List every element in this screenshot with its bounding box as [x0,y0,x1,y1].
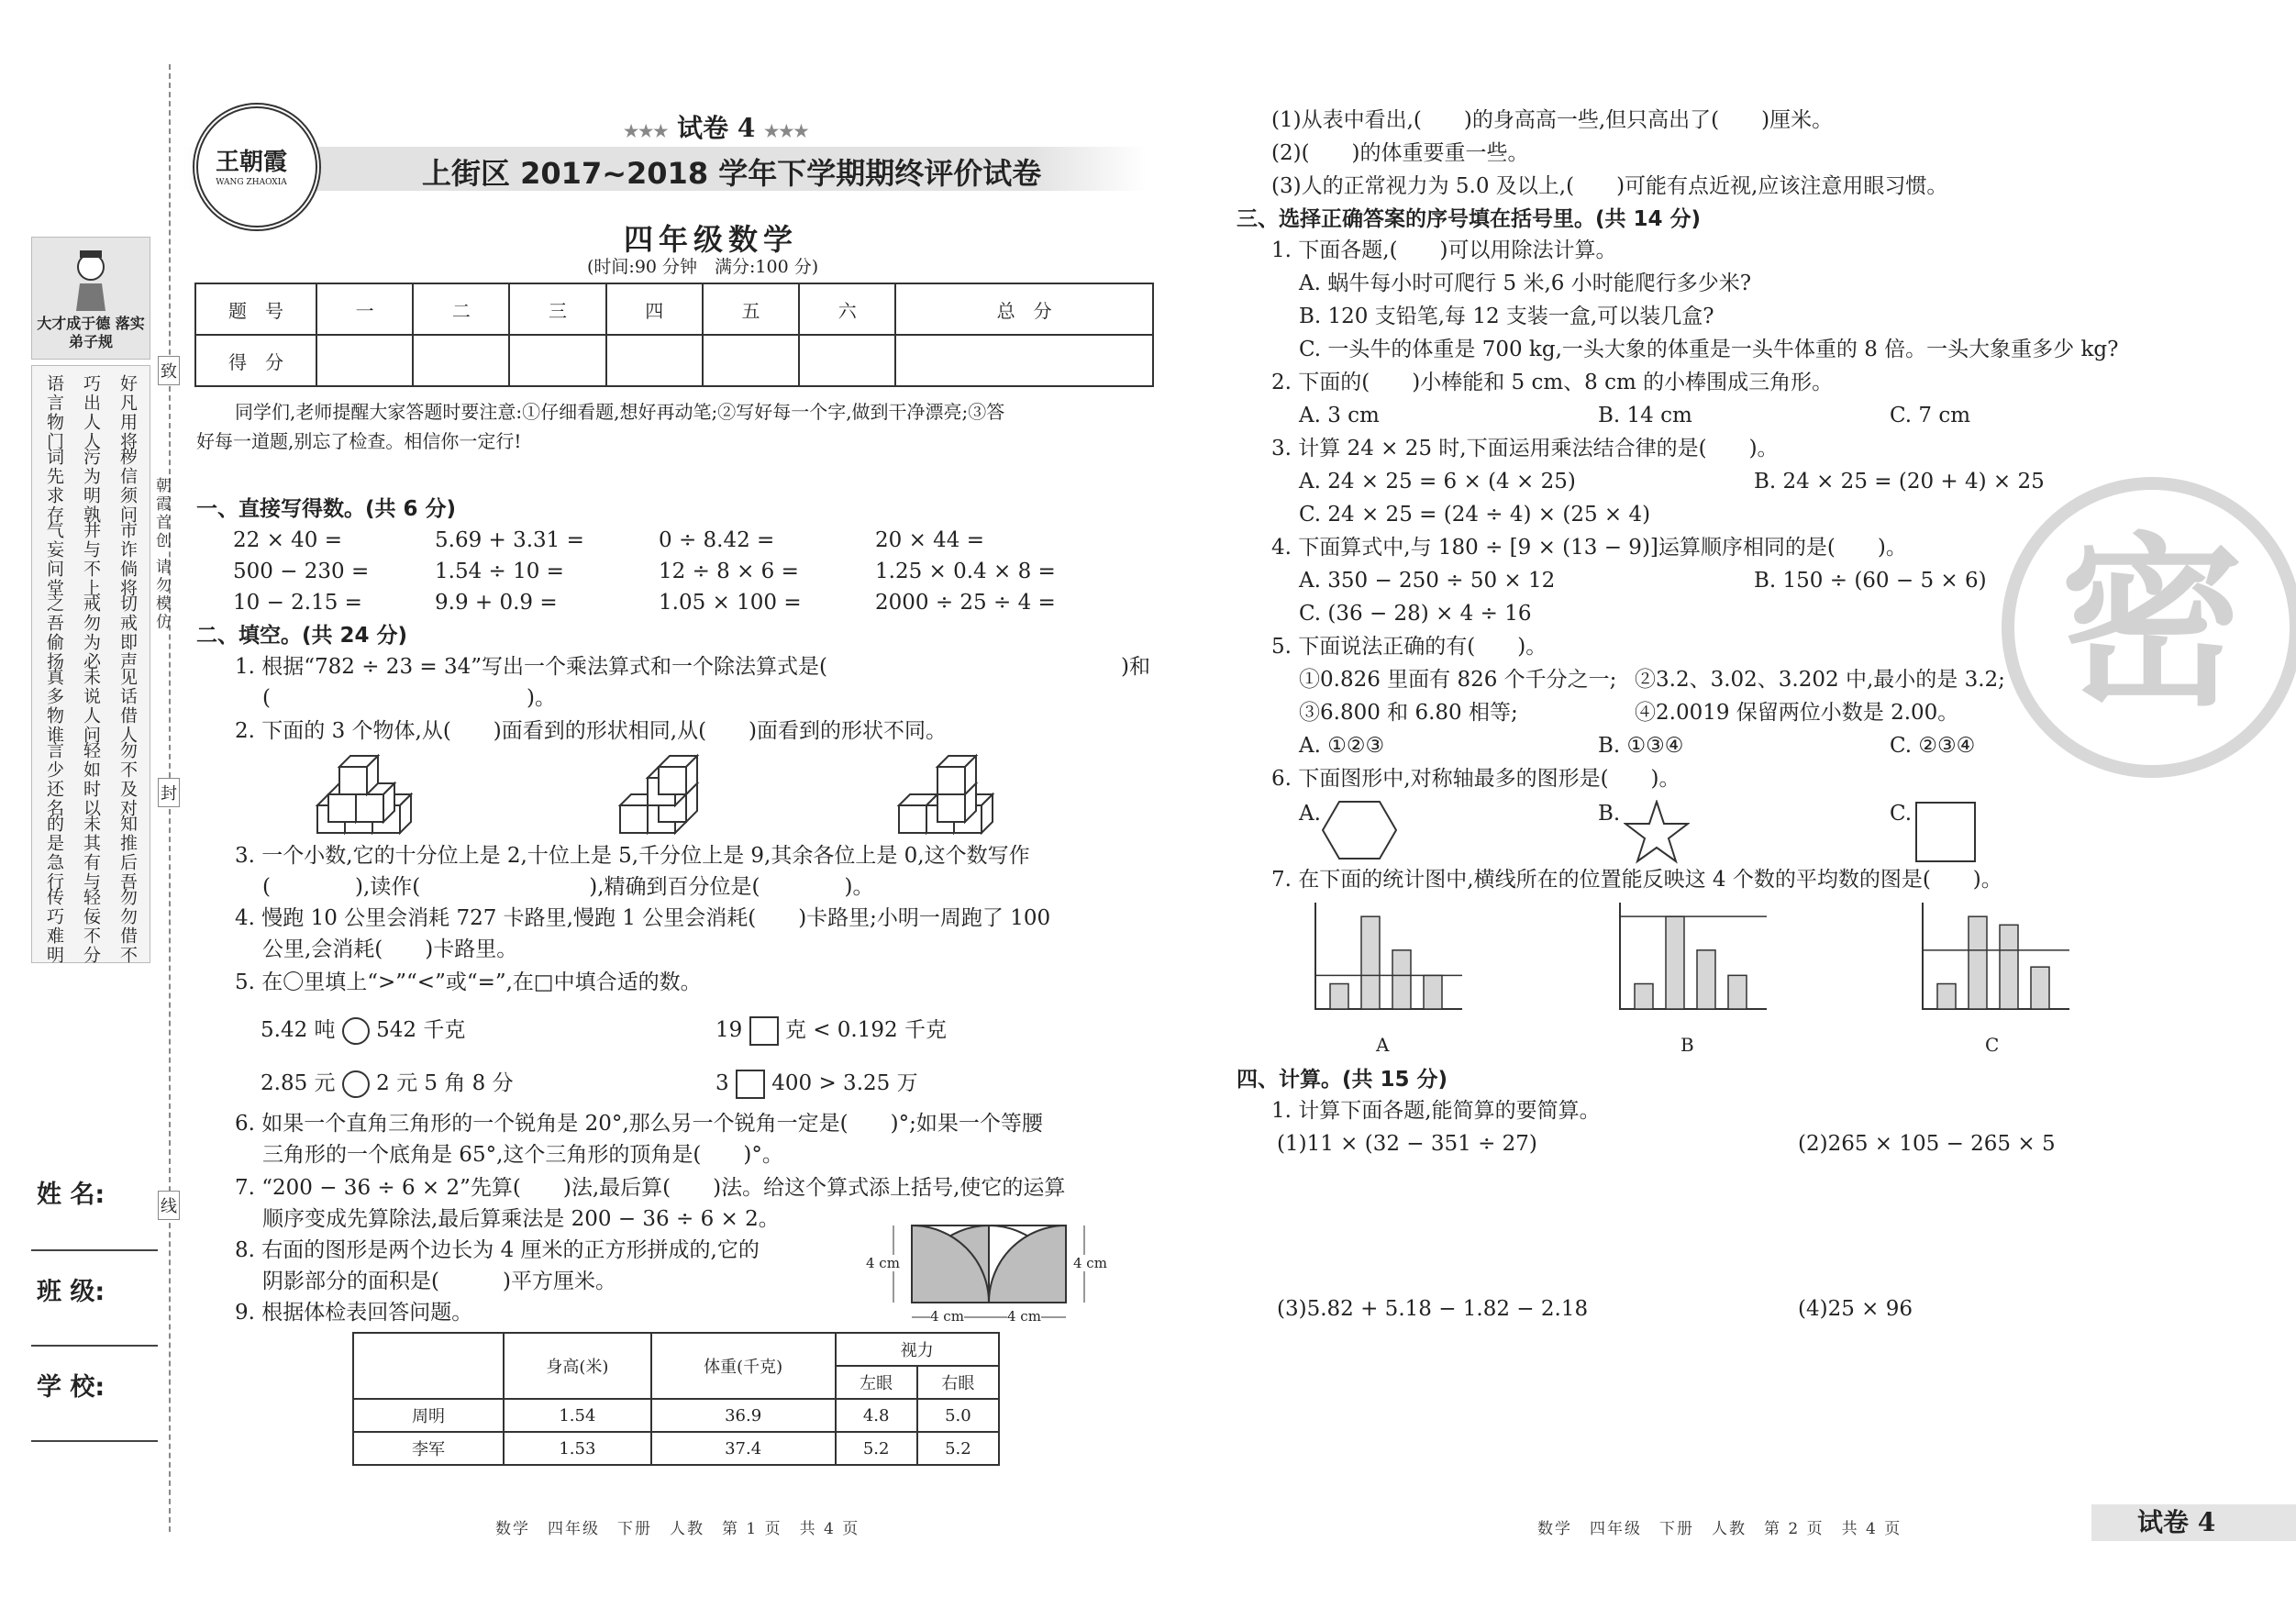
col-height: 身高(米) [504,1333,651,1399]
s4-calc-2: (2)265 × 105 − 265 × 5 [1798,1132,2056,1156]
binding-motto: 大才成于德 落实弟子规 [37,315,145,350]
q2-1-line-b: )和 [1121,655,1150,679]
mental-math-item: 500 − 230 = [233,560,370,583]
brand-logo [193,103,321,231]
poem-column: 知推后吾 [117,815,138,892]
mental-math-item: 1.54 ÷ 10 = [435,560,564,583]
chart-bar [1361,916,1380,1009]
stars-right: ★★★ [764,122,809,141]
q2-7-line-a: 7. “200 − 36 ÷ 6 × 2”先算( )法,最后算( )法。给这个算式添上括号,使它的运算 [235,1176,1066,1200]
s4-calc-4: (4)25 × 96 [1798,1297,1913,1321]
poem-column: 戒勿为必 [81,594,101,671]
cube-figure-3 [881,750,1027,842]
s3-q4-b: B. 150 ÷ (60 − 5 × 6) [1754,569,1987,593]
seal-char-2: 封 [158,778,180,807]
q2-4-line-b: 公里,会消耗( )卡路里。 [262,937,518,961]
table-row [353,1432,999,1465]
poem-column: 污为明孰 [81,448,101,525]
dim-left: 4 cm [866,1255,900,1271]
q2-8-line-a: 8. 右面的图形是两个边长为 4 厘米的正方形拼成的,它的 [235,1238,760,1262]
q2-9: 9. 根据体检表回答问题。 [235,1301,473,1325]
q9-2: (2)( )的体重要重一些。 [1271,141,1529,165]
col-right-eye: 右眼 [917,1366,999,1399]
score-cell[interactable] [895,335,1153,386]
shaded-square-figure [866,1220,1123,1334]
s3-q5-s3: ③6.800 和 6.80 相等; [1299,701,1518,725]
q2-1-line-d: )。 [527,686,556,710]
binding-motto-box [31,237,150,360]
dim-bottom-2: 4 cm [1007,1308,1041,1325]
cube [937,756,976,794]
footer-right: 数学 四年级 下册 人教 第 2 页 共 4 页 [1537,1520,1902,1538]
section-1-title: 一、直接写得数。(共 6 分) [196,497,457,521]
poem-column: 气妄问堂 [44,521,64,598]
poem-column: 切戒即声 [117,594,138,671]
bar-chart-b [1614,899,1770,1016]
section-4-title: 四、计算。(共 15 分) [1237,1068,1448,1092]
score-header-cell: 五 [703,283,799,335]
mental-math-item: 22 × 40 = [233,528,343,552]
seal-char-3: 线 [158,1191,180,1220]
cube-figure-2 [602,750,749,842]
poem-column: 言少还名 [44,741,64,818]
cube [659,756,697,794]
score-header-cell: 一 [316,283,413,335]
s3-q3-b: B. 24 × 25 = (20 + 4) × 25 [1754,470,2045,494]
chart-bar [1666,916,1684,1009]
poem-column: 真多物谁 [44,668,64,745]
dim-bottom-1: 4 cm [930,1308,964,1325]
poem-column: 井与不上 [81,521,101,598]
chart-bar [2000,925,2018,1009]
s3-q1-b: B. 120 支铅笔,每 12 支装一盒,可以装几盒? [1299,305,1714,328]
scholar-figure-icon [67,247,115,311]
score-cell[interactable] [703,335,799,386]
s3-q1-a: A. 蜗牛每小时可爬行 5 米,6 小时能爬行多少米? [1299,272,1752,295]
s3-q2: 2. 下面的( )小棒能和 5 cm、8 cm 的小棒围成三角形。 [1271,371,1834,394]
q2-3-line-a: 3. 一个小数,它的十分位上是 2,十位上是 5,千分位上是 9,其余各位上是 0,这个数写作 [235,844,1030,868]
q2-5-item-1-left: 5.42 吨 [261,1018,336,1042]
s3-q1-c: C. 一头牛的体重是 700 kg,一头大象的体重是一头牛体重的 8 倍。一头大象重多少 kg? [1299,338,2119,361]
health-check-table [352,1332,1000,1466]
score-header-cell: 三 [509,283,605,335]
logo-subtext: WANG ZHAOXIA [216,178,287,187]
q2-5-item-4-left: 3 [715,1071,729,1095]
chart-bar [1728,975,1747,1009]
q2-5-item-3-left: 2.85 元 [261,1071,336,1095]
poem-column: 词先求存 [44,448,64,525]
q2-5: 5. 在〇里填上“>”“<”或“=”,在□中填合适的数。 [235,970,702,994]
q2-1-line-c: ( [262,686,271,710]
s4-calc-3: (3)5.82 + 5.18 − 1.82 − 2.18 [1277,1297,1589,1321]
poem-column: 未说人问 [81,668,101,745]
q2-5-item-4-right: 400 > 3.25 万 [771,1071,918,1095]
paper-number: 试卷 4 [677,113,756,143]
table-corner-cell [353,1333,504,1399]
chart-label-b: B [1680,1034,1694,1056]
s3-q4-a: A. 350 − 250 ÷ 50 × 12 [1299,569,1556,593]
s4-calc-1: (1)11 × (32 − 351 ÷ 27) [1277,1132,1537,1156]
school-label: 学 校: [37,1373,105,1402]
stars-left: ★★★ [624,122,669,141]
compare-circle[interactable] [342,1017,370,1045]
s3-q4-c: C. (36 − 28) × 4 ÷ 16 [1299,602,1532,626]
seal-char-1: 致 [158,356,180,385]
poem-column: 的是急行 [44,815,64,892]
footer-left: 数学 四年级 下册 人教 第 1 页 共 4 页 [495,1520,860,1538]
s3-q6-a-label: A. [1299,802,1321,826]
mental-math-item: 12 ÷ 8 × 6 = [659,560,799,583]
s3-q5-s2: ②3.2、3.02、3.202 中,最小的是 3.2; [1635,668,2005,692]
mental-math-item: 20 × 44 = [875,528,985,552]
q2-5-item-3-right: 2 元 5 角 8 分 [376,1071,514,1095]
q2-5-item-3 [261,1070,514,1098]
subject-title: 四年级数学 [624,222,799,257]
star-shape-icon [1624,800,1690,868]
poem-column: 勿勿借不 [117,888,138,965]
cube-figure-1 [308,750,455,842]
col-left-eye: 左眼 [836,1366,917,1399]
q2-6-line-b: 三角形的一个底角是 65°,这个三角形的顶角是( )°。 [262,1143,783,1167]
logo-text: 王朝霞 [215,149,287,176]
q2-2: 2. 下面的 3 个物体,从( )面看到的形状相同,从( )面看到的形状不同。 [235,719,948,743]
cell-right-eye: 5.2 [917,1432,999,1465]
poem-column: 之吾偷扬 [44,594,64,671]
square-shape-icon [1915,802,1976,862]
section-2-title: 二、填空。(共 24 分) [196,624,408,648]
paper-number-row [624,108,809,145]
chart-bar [1697,950,1715,1009]
name-field-line[interactable] [31,1249,158,1251]
score-header-cell: 题 号 [195,283,316,335]
bar-chart-a [1310,899,1466,1016]
mental-math-item: 1.05 × 100 = [659,591,802,615]
chart-bar [1937,984,1956,1010]
poem-column: 见话借人 [117,668,138,745]
answer-box[interactable] [736,1070,765,1099]
score-table [194,283,1154,387]
s3-q6-b-label: B. [1598,802,1621,826]
s3-q5-s1: ①0.826 里面有 826 个千分之一; [1299,668,1617,692]
footer-tag: 试卷 4 [2137,1507,2216,1537]
q2-1-line-a: 1. 根据“782 ÷ 23 = 34”写出一个乘法算式和一个除法算式是( [235,655,827,679]
s4-q1: 1. 计算下面各题,能简算的要简算。 [1271,1099,1601,1123]
s3-q7: 7. 在下面的统计图中,横线所在的位置能反映这 4 个数的平均数的图是( )。 [1271,868,2002,892]
s3-q5-b: B. ①③④ [1598,734,1684,758]
mental-math-item: 5.69 + 3.31 = [435,528,584,552]
time-info: (时间:90 分钟 满分:100 分) [587,257,819,277]
poem-column: 勿不及对 [117,741,138,818]
compare-circle[interactable] [342,1070,370,1098]
poem-column: 传巧难明 [44,888,64,965]
s3-q3-c: C. 24 × 25 = (24 ÷ 4) × (25 × 4) [1299,503,1651,527]
s3-q2-a: A. 3 cm [1299,404,1380,427]
s3-q6: 6. 下面图形中,对称轴最多的图形是( )。 [1271,767,1680,791]
poem-column: 市诈倘将 [117,521,138,598]
score-cell[interactable] [316,335,413,386]
col-vision: 视力 [836,1333,999,1366]
q2-5-item-2 [715,1016,947,1046]
exam-title: 上街区 2017~2018 学年下学期期终评价试卷 [422,156,1042,191]
q2-5-item-4 [715,1070,918,1099]
s3-q2-c: C. 7 cm [1890,404,1971,427]
section-3-title: 三、选择正确答案的序号填在括号里。(共 14 分) [1237,207,1702,231]
q2-6-line-a: 6. 如果一个直角三角形的一个锐角是 20°,那么另一个锐角一定是( )°;如果一个等腰 [235,1112,1043,1136]
s3-q3-a: A. 24 × 25 = 6 × (4 × 25) [1299,470,1576,494]
s3-q5-s4: ④2.0019 保留两位小数是 2.00。 [1635,701,1959,725]
poem-column: 轻佞不分 [81,888,101,965]
score-header-cell: 六 [799,283,895,335]
cell-name: 周明 [353,1399,504,1432]
mental-math-item: 2000 ÷ 25 ÷ 4 = [875,591,1056,615]
q2-5-item-2-left: 19 [715,1018,743,1042]
chart-bar [1424,975,1442,1009]
score-header-cell: 四 [606,283,703,335]
q2-3-line-b: ( ),读作( ),精确到百分位是( )。 [262,875,874,899]
table-row [353,1399,999,1432]
q2-5-item-2-right: 克 < 0.192 千克 [784,1018,947,1042]
chart-bar [1969,916,1987,1009]
poem-column: 未其有与 [81,815,101,892]
class-field-line[interactable] [31,1345,158,1347]
intro-line-2: 好每一道题,别忘了检查。相信你一定行! [196,430,522,452]
s3-q6-c-label: C. [1890,802,1913,826]
score-header-cell: 总 分 [895,283,1153,335]
s3-q5: 5. 下面说法正确的有( )。 [1271,635,1547,659]
dim-right: 4 cm [1073,1255,1107,1271]
q9-1: (1)从表中看出,( )的身高高一些,但只高出了( )厘米。 [1271,108,1834,132]
side-note: 朝霞首创 请勿模仿 [152,477,171,632]
q2-4-line-a: 4. 慢跑 10 公里会消耗 727 卡路里,慢跑 1 公里会消耗( )卡路里;小明一周跑了 100 [235,906,1051,930]
q9-3: (3)人的正常视力为 5.0 及以上,( )可能有点近视,应该注意用眼习惯。 [1271,174,1948,198]
bar-chart-c [1917,899,2073,1016]
cell-left-eye: 4.8 [836,1399,917,1432]
s3-q2-b: B. 14 cm [1598,404,1692,427]
score-row-label: 得 分 [195,335,316,386]
score-cell[interactable] [799,335,895,386]
stamp-char: 密 [2059,517,2244,731]
answer-box[interactable] [749,1016,779,1046]
s3-q5-a: A. ①②③ [1299,734,1385,758]
poem-column: 巧出人人 [81,374,101,451]
hexagon-shape-icon [1321,798,1398,866]
cell-name: 李军 [353,1432,504,1465]
poem-column: 秽信须问 [117,448,138,525]
chart-label-c: C [1985,1034,2000,1056]
chart-bar [1330,984,1348,1010]
q2-5-item-1 [261,1016,465,1045]
col-weight: 体重(千克) [651,1333,836,1399]
chart-label-a: A [1376,1034,1390,1056]
s3-q4: 4. 下面算式中,与 180 ÷ [9 × (13 − 9)]运算顺序相同的是( )。 [1271,536,1907,560]
q2-7-line-b: 顺序变成先算除法,最后算乘法是 200 − 36 ÷ 6 × 2。 [262,1207,780,1231]
cell-weight: 37.4 [651,1432,836,1465]
score-header-cell: 二 [413,283,509,335]
binding-strip [0,0,177,1597]
s3-q3: 3. 计算 24 × 25 时,下面运用乘法结合律的是( )。 [1271,437,1779,460]
s3-q1: 1. 下面各题,( )可以用除法计算。 [1271,238,1617,262]
mental-math-item: 9.9 + 0.9 = [435,591,558,615]
mental-math-item: 1.25 × 0.4 × 8 = [875,560,1056,583]
cell-right-eye: 5.0 [917,1399,999,1432]
poem-column: 好凡用将 [117,374,138,451]
score-table-header-row [195,283,1153,335]
score-table-score-row [195,335,1153,386]
q2-8-line-b: 阴影部分的面积是( )平方厘米。 [262,1270,616,1293]
mental-math-item: 0 ÷ 8.42 = [659,528,775,552]
s3-q5-c: C. ②③④ [1890,734,1976,758]
school-field-line[interactable] [31,1440,158,1442]
intro-line-1: 同学们,老师提醒大家答题时要注意:①仔细看题,想好再动笔;②写好每一个字,做到干净漂亮;③答 [235,401,1005,423]
confidential-stamp [2002,477,2296,778]
name-label: 姓 名: [37,1181,105,1209]
cell-height: 1.54 [504,1399,651,1432]
score-cell[interactable] [606,335,703,386]
cube [339,756,378,794]
mental-math-item: 10 − 2.15 = [233,591,362,615]
score-cell[interactable] [509,335,605,386]
chart-bar [2031,967,2049,1009]
poem-column: 轻如时以 [81,741,101,818]
q2-5-item-1-right: 542 千克 [376,1018,466,1042]
poem-column: 语言物门 [44,374,64,451]
cell-weight: 36.9 [651,1399,836,1432]
cell-left-eye: 5.2 [836,1432,917,1465]
cell-height: 1.53 [504,1432,651,1465]
chart-bar [1392,950,1411,1009]
class-label: 班 级: [37,1278,105,1306]
score-cell[interactable] [413,335,509,386]
chart-bar [1635,984,1653,1010]
